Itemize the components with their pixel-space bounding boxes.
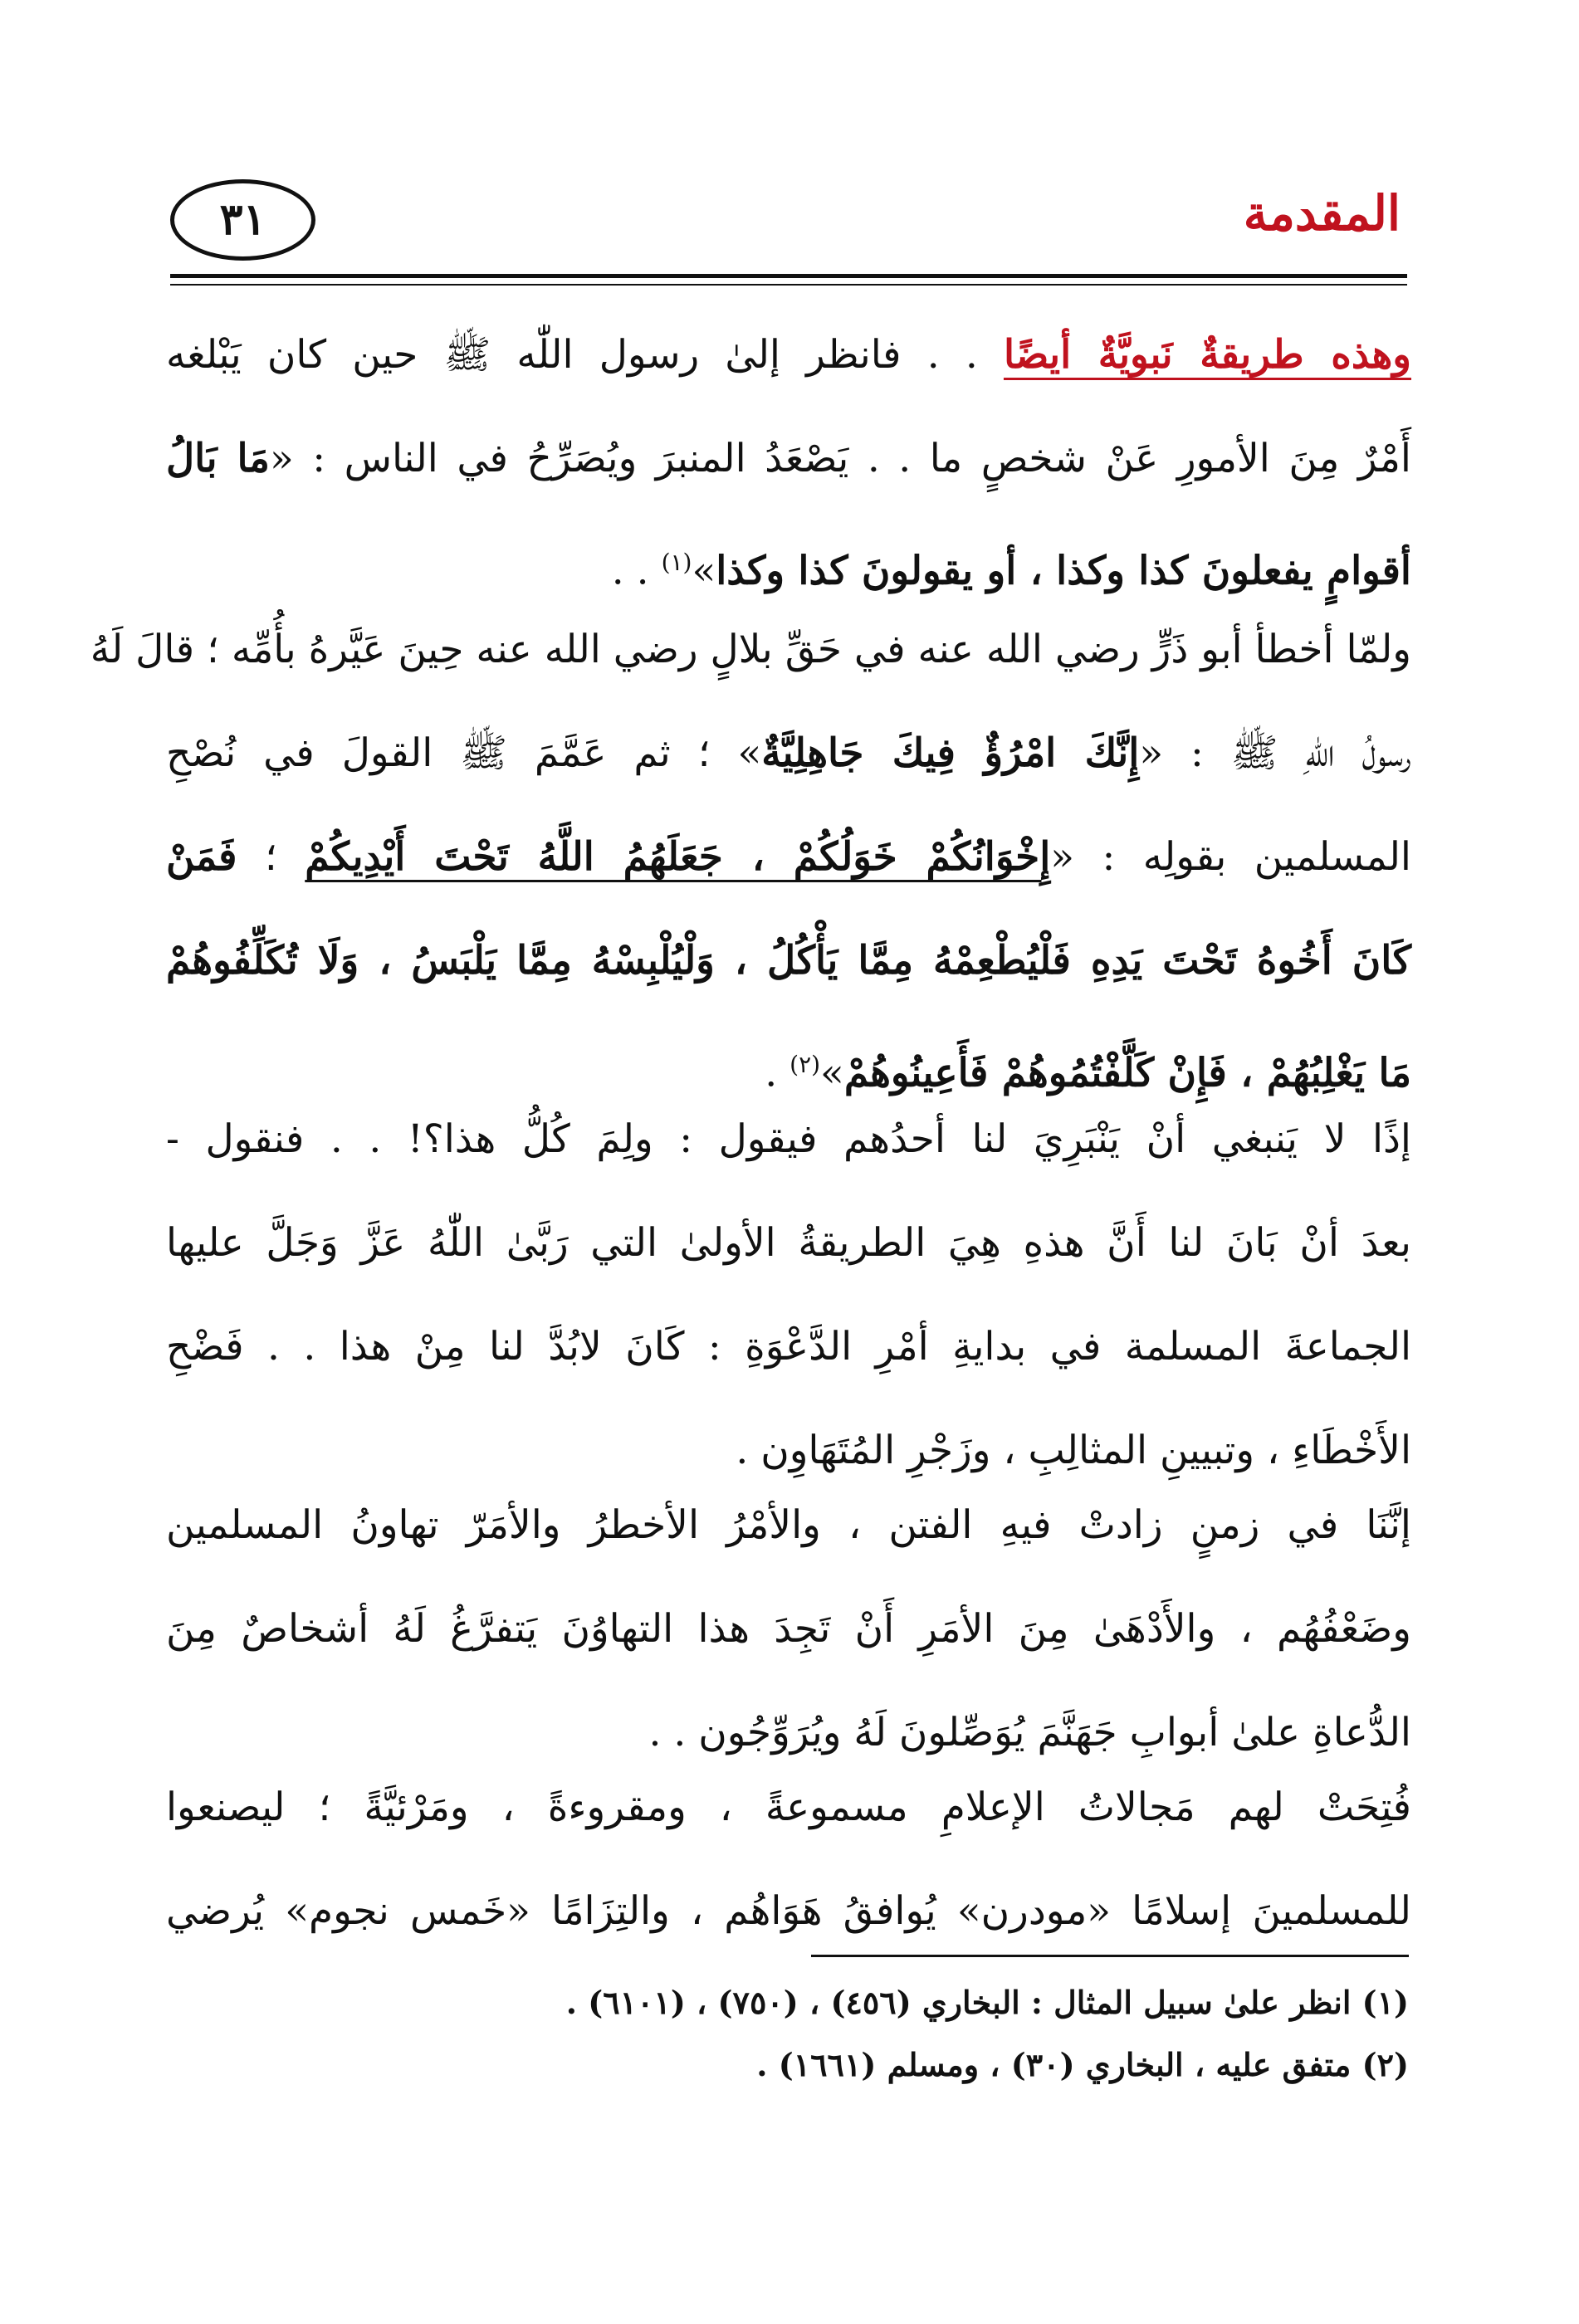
page-number: ٣١: [219, 194, 266, 245]
text-line: [166, 1577, 1411, 1681]
line-text: بعدَ أنْ بَانَ لنا أَنَّ هذهِ هِيَ الطريقةُ الأولىٰ التي رَبَّىٰ اللّٰهُ عَزَّ وَجَلَّ عليها: [166, 1220, 1411, 1266]
footnote-2: (٢) متفق عليه ، البخاري (٣٠) ، ومسلم (١٦٦١) .: [756, 2046, 1409, 2083]
text-line: [166, 303, 1411, 407]
header-rule-thin: [170, 284, 1407, 286]
line-text: إذًا لا يَنبغي أنْ يَنْبَرِيَ لنا أحدُهم فيقول : ولِمَ كُلُّ هذا؟! . . فنقول -: [166, 1116, 1411, 1162]
line-text: إنَّنَا في زمنٍ زادتْ فيهِ الفتن ، والأمْرُ الأخطرُ والأمَرّ تهاونُ المسلمين: [166, 1502, 1411, 1548]
chapter-title: المقدمة: [1243, 185, 1401, 242]
hadith-text: مَا بَالُ: [166, 436, 270, 481]
footnote-ref: (١): [661, 549, 692, 576]
paragraph-5: [166, 1755, 1411, 1963]
line-text: الجماعةَ المسلمة في بدايةِ أمْرِ الدَّعْوَةِ : كَانَ لابُدَّ لنا مِنْ هذا . . فَضْحِ: [166, 1324, 1411, 1370]
footnote-separator: [811, 1955, 1409, 1957]
line-text: أَمْرٌ مِنَ الأمورِ عَنْ شخصٍ ما . . يَصْعَدُ المنبرَ ويُصَرِّحُ في الناس : «: [269, 436, 1411, 481]
text-line: [166, 805, 1411, 909]
line-text: .: [765, 1050, 790, 1096]
text-line: [166, 1473, 1411, 1577]
line-text: رسولُ اللّٰهِ ﷺ : «: [1139, 730, 1412, 776]
quote-mark: »: [692, 548, 716, 594]
hadith-text: فَمَنْ: [166, 834, 237, 880]
hadith-text: إِخْوَانُكُمْ خَوَلُكُمْ ، جَعَلَهُمُ اللَّهُ تَحْتَ أَيْدِيكُمْ: [305, 834, 1051, 880]
text-line: [90, 598, 1411, 701]
paragraph-4: [166, 1473, 1411, 1784]
hadith-text: كَانَ أَخُوهُ تَحْتَ يَدِهِ فَلْيُطْعِمْهُ مِمَّا يَأْكُلُ ، وَلْيُلْبِسْهُ مِمَّا يَلْبَسُ ، وَلَا تُكَلِّفُوهُمْ: [166, 938, 1411, 984]
line-text: المسلمين بقولِه : «: [1050, 834, 1411, 880]
quote-mark: »: [820, 1050, 844, 1096]
hadith-text: إِنَّكَ امْرُؤٌ فِيكَ جَاهِلِيَّةٌ: [761, 730, 1140, 776]
text-line: [166, 1087, 1411, 1191]
text-line: [166, 909, 1411, 1013]
text-line: [166, 1191, 1411, 1295]
text-line: [166, 1859, 1411, 1963]
footnote-1: (١) انظر علىٰ سبيل المثال : البخاري (٤٥٦) ، (٧٥٠) ، (٦١٠١) .: [565, 1984, 1409, 2021]
footnote-ref: (٢): [790, 1051, 821, 1078]
line-text: الأَخْطَاءِ ، وتبيينِ المثالِبِ ، وزَجْرِ المُتَهَاوِن .: [736, 1428, 1411, 1473]
paragraph-1: [166, 303, 1411, 614]
text-line: [166, 1295, 1411, 1399]
text-line: [166, 1755, 1411, 1859]
line-text: للمسلمينَ إسلامًا «مودرن» يُوافقُ هَوَاهُم ، والتِزَامًا «خَمس نجوم» يُرضي: [166, 1888, 1411, 1934]
line-text: . .: [611, 548, 662, 594]
line-text: » ؛ ثم عَمَّمَ ﷺ القولَ في نُصْحِ: [166, 730, 762, 776]
page-number-badge: [170, 179, 315, 261]
paragraph-2: [90, 598, 1412, 1116]
line-text: ولمّا أخطأ أبو ذَرٍّ رضي الله عنه في حَقِّ بلالٍ رضي الله عنه حِينَ عَيَّرهُ بأُمِّه ؛ قالَ لَهُ: [90, 627, 1411, 672]
header-rule-thick: [170, 274, 1407, 278]
hadith-text: أقوامٍ يفعلونَ كذا وكذا ، أو يقولونَ كذا وكذا: [716, 548, 1411, 594]
text-line: [166, 407, 1411, 510]
hadith-text: مَا يَغْلِبُهُمْ ، فَإِنْ كَلَّفْتُمُوهُمْ فَأَعِينُوهُمْ: [843, 1050, 1411, 1096]
line-text: . . فانظر إلىٰ رسول اللّٰه ﷺ حين كان يَبْلغه: [166, 332, 978, 378]
line-text: فُتِحَتْ لهم مَجالاتُ الإعلامِ مسموعةً ، ومقروءةً ، ومَرْئيَّةً ؛ ليصنعوا: [166, 1784, 1411, 1830]
paragraph-3: [166, 1087, 1411, 1502]
line-text: الدُّعاةِ علىٰ أبوابِ جَهَنَّمَ يُوَصِّلونَ لَهُ ويُرَوِّجُون . .: [648, 1710, 1411, 1755]
text-line: [166, 701, 1411, 805]
highlighted-phrase: وهذه طريقةٌ نَبويَّةٌ أيضًا: [1003, 332, 1411, 378]
line-text: ؛: [237, 834, 306, 880]
line-text: وضَعْفُهُم ، والأَدْهَىٰ مِنَ الأمَرِ أَنْ تَجِدَ هذا التهاوُنَ يَتفرَّغُ لَهُ أشخاصٌ مِنَ: [166, 1606, 1411, 1652]
